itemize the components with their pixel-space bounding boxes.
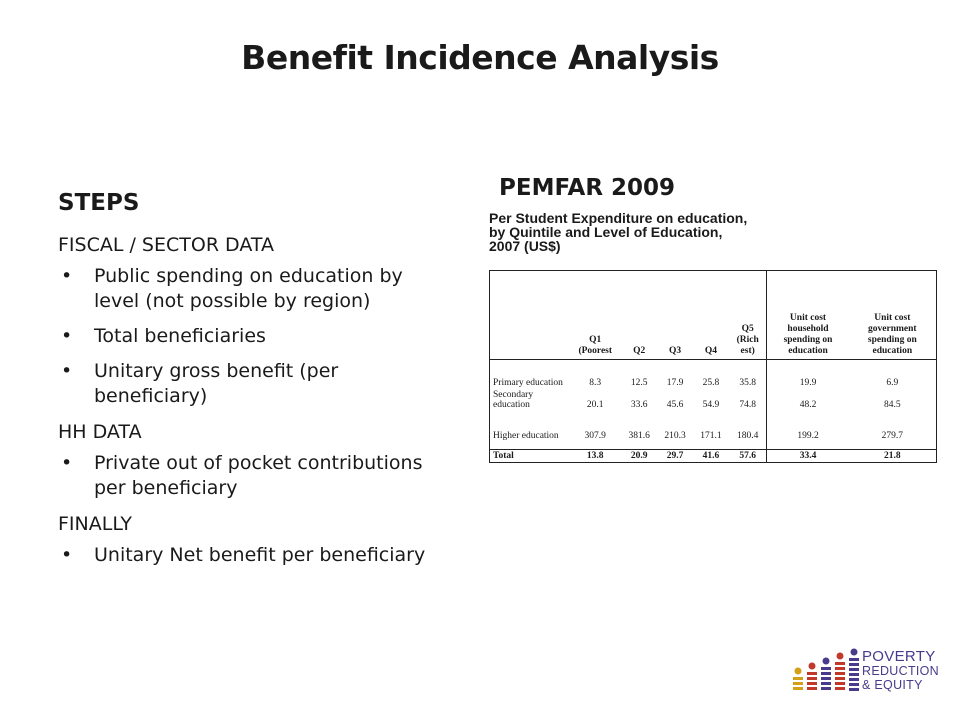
caption-line: Per Student Expenditure on education, bbox=[489, 210, 748, 226]
people-figures-icon bbox=[793, 649, 859, 692]
steps-content bbox=[58, 232, 453, 578]
table-header-cell: Q1 (Poorest bbox=[569, 271, 621, 360]
list-item bbox=[58, 264, 453, 314]
table-spacer-row bbox=[490, 442, 937, 450]
table-cell: 210.3 bbox=[664, 430, 686, 441]
spacer-cell bbox=[849, 442, 937, 450]
bullet-icon: • bbox=[61, 325, 73, 347]
table-cell: 171.1 bbox=[700, 430, 722, 441]
table-cell: 13.8 bbox=[586, 451, 604, 461]
bullet-icon: • bbox=[61, 544, 73, 566]
spacer-cell bbox=[657, 442, 693, 450]
table-caption bbox=[489, 211, 789, 253]
table-cell: 29.7 bbox=[666, 451, 684, 461]
table-cell: 199.2 bbox=[797, 430, 819, 441]
bullet-text: Unitary gross benefit (per beneficiary) bbox=[94, 360, 339, 407]
table-header-cell: Unit cost household spending on education bbox=[767, 271, 849, 360]
table-total-row bbox=[490, 450, 937, 463]
row-label: Secondary education bbox=[490, 389, 570, 411]
table-cell: 33.6 bbox=[630, 399, 648, 410]
caption-line: 2007 (US$) bbox=[489, 238, 561, 254]
row-label: Total bbox=[490, 450, 570, 463]
table-cell: 25.8 bbox=[702, 377, 720, 388]
spacer-cell bbox=[693, 442, 729, 450]
table-cell: 8.3 bbox=[589, 377, 602, 388]
table-cell: 74.8 bbox=[729, 389, 767, 411]
table-cell: 6.9 bbox=[849, 360, 937, 389]
spacer-cell bbox=[767, 442, 849, 450]
table-cell: 381.6 bbox=[628, 430, 650, 441]
table-cell: 35.8 bbox=[729, 360, 767, 389]
table-cell: 180.4 bbox=[729, 411, 767, 442]
table-cell: 54.9 bbox=[702, 399, 720, 410]
table-cell: 45.6 bbox=[666, 399, 684, 410]
table-cell: 279.7 bbox=[849, 411, 937, 442]
logo-line: REDUCTION bbox=[862, 664, 940, 678]
list-item bbox=[58, 451, 453, 501]
section-label-hh: HH DATA bbox=[58, 421, 142, 443]
spacer-cell bbox=[621, 442, 657, 450]
list-item bbox=[58, 543, 453, 568]
table-cell: 19.9 bbox=[799, 377, 817, 388]
table-row bbox=[490, 411, 937, 442]
table-cell: 20.9 bbox=[630, 451, 648, 461]
table-cell: 41.6 bbox=[702, 451, 720, 461]
list-item bbox=[58, 359, 453, 409]
logo-line: POVERTY bbox=[862, 648, 936, 665]
bullet-icon: • bbox=[61, 265, 73, 287]
spacer-cell bbox=[490, 442, 570, 450]
table-row bbox=[490, 389, 937, 411]
steps-heading: STEPS bbox=[58, 190, 140, 216]
table-header-cell: Unit cost government spending on education bbox=[849, 271, 937, 360]
logo-line: & EQUITY bbox=[862, 678, 923, 692]
slide-title: Benefit Incidence Analysis bbox=[241, 38, 719, 77]
expenditure-table bbox=[489, 270, 937, 463]
hh-bullets bbox=[58, 451, 453, 501]
table-header-cell: Q3 bbox=[657, 271, 693, 360]
spacer-cell bbox=[729, 442, 767, 450]
bullet-icon: • bbox=[61, 360, 73, 382]
section-label-finally: FINALLY bbox=[58, 513, 132, 535]
bullet-text: Public spending on education by level (not possible by region) bbox=[94, 265, 403, 312]
table-cell: 17.9 bbox=[666, 377, 684, 388]
finally-bullets bbox=[58, 543, 453, 568]
table-cell: 84.5 bbox=[849, 389, 937, 411]
pemfar-heading: PEMFAR 2009 bbox=[499, 175, 676, 201]
section-label-fiscal: FISCAL / SECTOR DATA bbox=[58, 234, 275, 256]
expenditure-table-wrap bbox=[489, 270, 937, 463]
bullet-text: Total beneficiaries bbox=[94, 325, 266, 347]
table-header-cell: Q4 bbox=[693, 271, 729, 360]
bullet-text: Private out of pocket contributions per beneficiary bbox=[94, 452, 423, 499]
spacer-cell bbox=[569, 442, 621, 450]
table-cell: 33.4 bbox=[799, 451, 817, 461]
table-cell: 20.1 bbox=[586, 399, 604, 410]
logo-wordmark bbox=[862, 650, 939, 692]
bullet-icon: • bbox=[61, 452, 73, 474]
table-cell: 57.6 bbox=[729, 450, 767, 463]
bullet-text: Unitary Net benefit per beneficiary bbox=[94, 544, 426, 566]
table-header-cell: Q5 (Rich est) bbox=[729, 271, 767, 360]
table-cell: 12.5 bbox=[630, 377, 648, 388]
table-cell: 48.2 bbox=[799, 399, 817, 410]
table-header-cell bbox=[490, 271, 570, 360]
caption-line: by Quintile and Level of Education, bbox=[489, 224, 723, 240]
list-item bbox=[58, 324, 453, 349]
row-label: Primary education bbox=[490, 360, 570, 389]
table-cell: 307.9 bbox=[584, 430, 606, 441]
fiscal-bullets bbox=[58, 264, 453, 409]
table-row bbox=[490, 360, 937, 389]
table-header-cell: Q2 bbox=[621, 271, 657, 360]
row-label: Higher education bbox=[490, 411, 570, 442]
table-cell: 21.8 bbox=[849, 450, 937, 463]
